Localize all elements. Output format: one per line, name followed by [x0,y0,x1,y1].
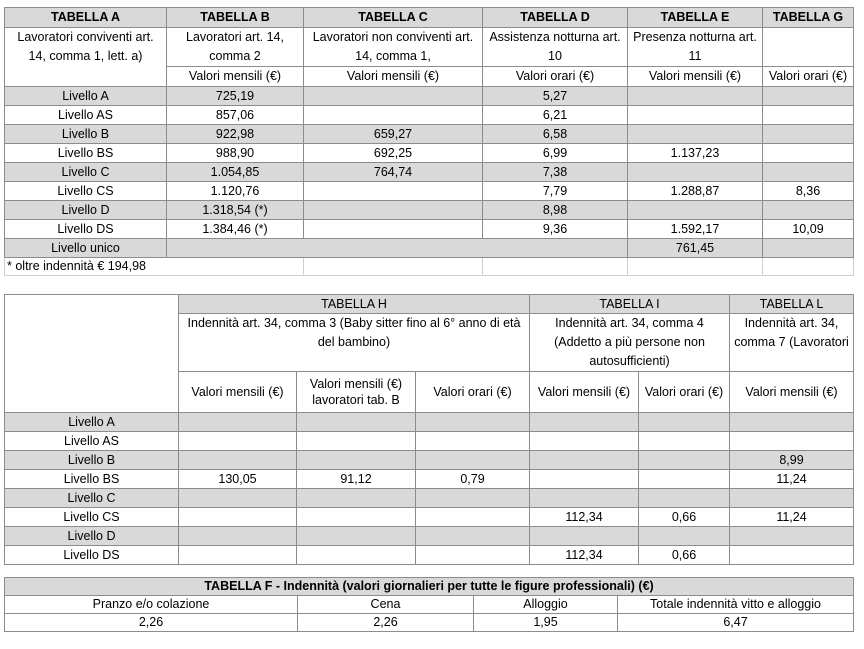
cell: 11,24 [730,508,854,527]
col-pranzo: Pranzo e/o colazione [5,596,298,614]
cell [628,106,763,125]
unit-e: Valori mensili (€) [628,67,763,87]
table-row [5,182,854,201]
header-tabella-c: TABELLA C [304,8,483,28]
table-header-row [5,8,854,28]
unit-d: Valori orari (€) [483,67,628,87]
row-label: Livello DS [5,546,179,565]
table-row [5,470,854,489]
cell-unico-value: 761,45 [628,239,763,258]
cell [297,527,416,546]
unit-b: Valori mensili (€) [167,67,304,87]
cell [730,546,854,565]
row-label: Livello BS [5,144,167,163]
cell [416,489,530,508]
value-alloggio: 1,95 [474,614,618,632]
cell: 988,90 [167,144,304,163]
row-label: Livello DS [5,220,167,239]
footnote-row [5,258,854,276]
cell [416,508,530,527]
cell [730,489,854,508]
row-label: Livello A [5,87,167,106]
cell: 857,06 [167,106,304,125]
wage-table-main [4,7,854,276]
cell [416,451,530,470]
cell [416,546,530,565]
cell [530,451,639,470]
cell [730,432,854,451]
unit-l1: Valori mensili (€) [730,372,854,413]
cell [763,125,854,144]
row-label: Livello D [5,201,167,220]
cell: 6,58 [483,125,628,144]
header-tabella-d: TABELLA D [483,8,628,28]
header-tabella-l: TABELLA L [730,295,854,314]
cell: 91,12 [297,470,416,489]
cell: 1.592,17 [628,220,763,239]
cell [628,125,763,144]
cell [639,413,730,432]
table-row [5,508,854,527]
cell [483,258,628,276]
cell: 1.137,23 [628,144,763,163]
cell [763,239,854,258]
desc-tabella-a: Lavoratori conviventi art. 14, comma 1, lett. a) [5,28,167,87]
cell: 6,21 [483,106,628,125]
cell [639,432,730,451]
table-row [5,87,854,106]
cell: 1.384,46 (*) [167,220,304,239]
cell: 130,05 [179,470,297,489]
row-label: Livello CS [5,508,179,527]
cell [628,258,763,276]
cell [639,489,730,508]
col-cena: Cena [298,596,474,614]
cell [304,182,483,201]
row-label: Livello C [5,163,167,182]
table-header-row [5,295,854,314]
cell [639,527,730,546]
cell: 112,34 [530,508,639,527]
cell [763,87,854,106]
cell: 5,27 [483,87,628,106]
desc-tabella-g [763,28,854,67]
row-label: Livello B [5,125,167,144]
desc-tabella-c: Lavoratori non conviventi art. 14, comma 1, [304,28,483,67]
desc-tabella-e: Presenza notturna art. 11 [628,28,763,67]
cell [179,546,297,565]
cell: 7,38 [483,163,628,182]
description-row [5,28,854,67]
cell: 8,36 [763,182,854,201]
cell [530,432,639,451]
desc-tabella-h: Indennità art. 34, comma 3 (Baby sitter fino al 6° anno di età del bambino) [179,314,530,372]
table-row [5,125,854,144]
cell [730,413,854,432]
row-label: Livello B [5,451,179,470]
col-alloggio: Alloggio [474,596,618,614]
header-tabella-g: TABELLA G [763,8,854,28]
cell [167,239,628,258]
cell [179,489,297,508]
cell [639,451,730,470]
footnote: * oltre indennità € 194,98 [5,258,304,276]
cell [297,546,416,565]
cell: 0,79 [416,470,530,489]
cell [304,220,483,239]
cell [416,413,530,432]
unit-h3: Valori orari (€) [416,372,530,413]
row-label: Livello C [5,489,179,508]
table-row [5,220,854,239]
header-tabella-b: TABELLA B [167,8,304,28]
cell [628,87,763,106]
row-label: Livello BS [5,470,179,489]
cell [763,144,854,163]
table-row [5,489,854,508]
cell [179,432,297,451]
row-label: Livello AS [5,106,167,125]
cell: 1.054,85 [167,163,304,182]
cell: 0,66 [639,546,730,565]
cell: 8,99 [730,451,854,470]
cell [530,489,639,508]
table-row [5,201,854,220]
col-totale: Totale indennità vitto e alloggio [618,596,854,614]
tabella-f-title: TABELLA F - Indennità (valori giornalieri per tutte le figure professionali) (€) [5,578,854,596]
cell [304,106,483,125]
cell [763,163,854,182]
cell: 11,24 [730,470,854,489]
value-cena: 2,26 [298,614,474,632]
cell [530,527,639,546]
table-row [5,144,854,163]
cell: 10,09 [763,220,854,239]
table-row [5,163,854,182]
cell: 764,74 [304,163,483,182]
cell: 1.120,76 [167,182,304,201]
cell [304,87,483,106]
cell [763,258,854,276]
cell [530,413,639,432]
cell [628,163,763,182]
cell [304,201,483,220]
desc-tabella-d: Assistenza notturna art. 10 [483,28,628,67]
cell [297,508,416,527]
tabella-f [4,577,854,632]
cell [297,489,416,508]
table-header-row [5,596,854,614]
cell [416,527,530,546]
unit-h2: Valori mensili (€) lavoratori tab. B [297,372,416,413]
cell: 6,99 [483,144,628,163]
cell [416,432,530,451]
table-row [5,546,854,565]
row-label: Livello unico [5,239,167,258]
desc-tabella-i: Indennità art. 34, comma 4 (Addetto a più persone non autosufficienti) [530,314,730,372]
cell [179,413,297,432]
table-row [5,413,854,432]
header-tabella-h: TABELLA H [179,295,530,314]
header-tabella-i: TABELLA I [530,295,730,314]
cell: 9,36 [483,220,628,239]
indemnity-table-hil [4,294,854,565]
cell [628,201,763,220]
cell: 112,34 [530,546,639,565]
cell [297,413,416,432]
unit-c: Valori mensili (€) [304,67,483,87]
row-label: Livello A [5,413,179,432]
cell: 659,27 [304,125,483,144]
row-label: Livello AS [5,432,179,451]
header-tabella-e: TABELLA E [628,8,763,28]
table-row [5,451,854,470]
unit-g: Valori orari (€) [763,67,854,87]
cell: 1.318,54 (*) [167,201,304,220]
cell [297,432,416,451]
cell [304,258,483,276]
cell: 1.288,87 [628,182,763,201]
cell [179,527,297,546]
unit-h1: Valori mensili (€) [179,372,297,413]
cell [530,470,639,489]
table-row [5,527,854,546]
table-row [5,106,854,125]
cell: 692,25 [304,144,483,163]
table-title-row [5,578,854,596]
empty-corner [5,295,179,413]
cell: 922,98 [167,125,304,144]
table-row [5,614,854,632]
cell: 7,79 [483,182,628,201]
desc-tabella-b: Lavoratori art. 14, comma 2 [167,28,304,67]
cell [297,451,416,470]
unit-i2: Valori orari (€) [639,372,730,413]
unit-i1: Valori mensili (€) [530,372,639,413]
cell: 0,66 [639,508,730,527]
cell: 725,19 [167,87,304,106]
cell [179,451,297,470]
cell: 8,98 [483,201,628,220]
cell [763,201,854,220]
value-totale: 6,47 [618,614,854,632]
cell [639,470,730,489]
cell [763,106,854,125]
cell [179,508,297,527]
value-pranzo: 2,26 [5,614,298,632]
cell [730,527,854,546]
row-label: Livello CS [5,182,167,201]
header-tabella-a: TABELLA A [5,8,167,28]
row-label: Livello D [5,527,179,546]
table-row [5,432,854,451]
desc-tabella-l: Indennità art. 34, comma 7 (Lavoratori [730,314,854,372]
table-row-livello-unico [5,239,854,258]
